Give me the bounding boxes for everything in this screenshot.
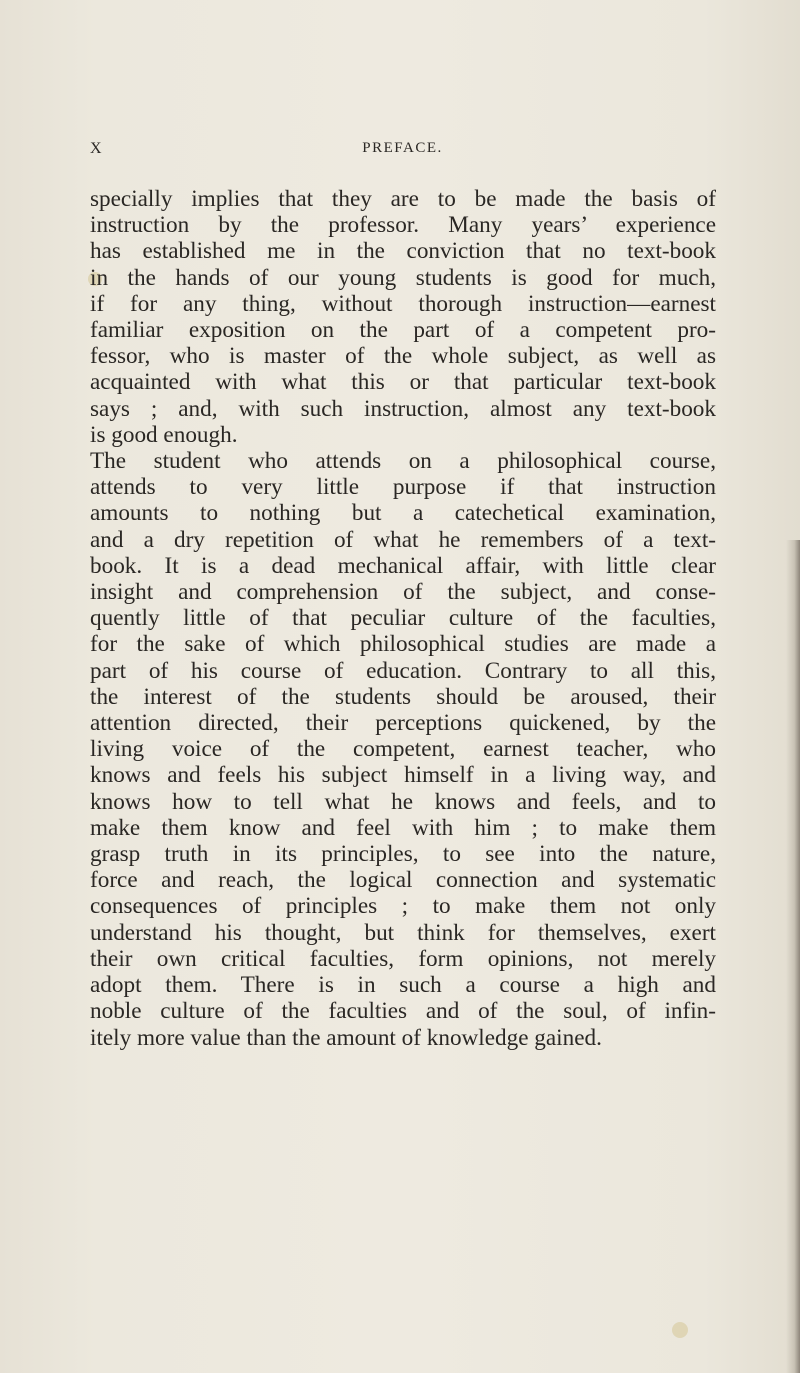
text-line: itely more value than the amount of knowledge gained.: [90, 1024, 602, 1051]
text-line: knows and feels his subject himself in a living way, and: [90, 762, 716, 789]
text-line: familiar exposition on the part of a competent pro-: [90, 317, 716, 344]
text-line: living voice of the competent, earnest teacher, who: [90, 736, 716, 763]
text-line: acquainted with what this or that particular text-book: [90, 369, 716, 396]
text-line: in the hands of our young students is good for much,: [90, 264, 716, 291]
text-line: understand his thought, but think for themselves, exert: [90, 919, 716, 946]
text-line: noble culture of the faculties and of the soul, of infin-: [90, 998, 716, 1025]
page-edge-shadow: [786, 540, 800, 1373]
running-head: PREFACE.: [362, 140, 443, 156]
text-line: make them know and feel with him ; to make them: [90, 814, 716, 841]
text-line: knows how to tell what he knows and feels, and to: [90, 788, 716, 815]
text-line: force and reach, the logical connection and systematic: [90, 867, 716, 894]
text-line: book. It is a dead mechanical affair, with little clear: [90, 552, 716, 579]
text-line: says ; and, with such instruction, almost any text-book: [90, 395, 716, 422]
text-line: The student who attends on a philosophical course,: [90, 448, 716, 475]
text-line: specially implies that they are to be made the basis of: [90, 186, 716, 212]
text-line: insight and comprehension of the subject, and conse-: [90, 579, 716, 606]
text-line: grasp truth in its principles, to see into the nature,: [90, 841, 716, 868]
text-line: fessor, who is master of the whole subject, as well as: [90, 343, 716, 370]
text-line: has established me in the conviction that no text-book: [90, 238, 716, 265]
paper-stain: [672, 1322, 688, 1338]
text-line: and a dry repetition of what he remembers of a text-: [90, 526, 716, 553]
text-line: instruction by the professor. Many years’ experience: [90, 212, 716, 239]
text-line: the interest of the students should be aroused, their: [90, 683, 716, 710]
text-line: amounts to nothing but a catechetical examination,: [90, 500, 716, 527]
text-line: if for any thing, without thorough instruction—earnest: [90, 290, 716, 317]
text-line: attends to very little purpose if that instruction: [90, 474, 716, 501]
preface-body: [90, 186, 716, 1051]
page-header: [90, 140, 715, 164]
text-line: attention directed, their perceptions quickened, by the: [90, 710, 716, 737]
text-line: quently little of that peculiar culture of the faculties,: [90, 605, 716, 632]
text-line: consequences of principles ; to make them not only: [90, 893, 716, 920]
text-line: adopt them. There is in such a course a high and: [90, 972, 716, 999]
page-number: X: [90, 140, 103, 157]
text-line: part of his course of education. Contrary to all this,: [90, 657, 716, 684]
text-line: their own critical faculties, form opinions, not merely: [90, 945, 716, 972]
text-line: is good enough.: [90, 421, 238, 448]
text-line: for the sake of which philosophical studies are made a: [90, 631, 716, 658]
